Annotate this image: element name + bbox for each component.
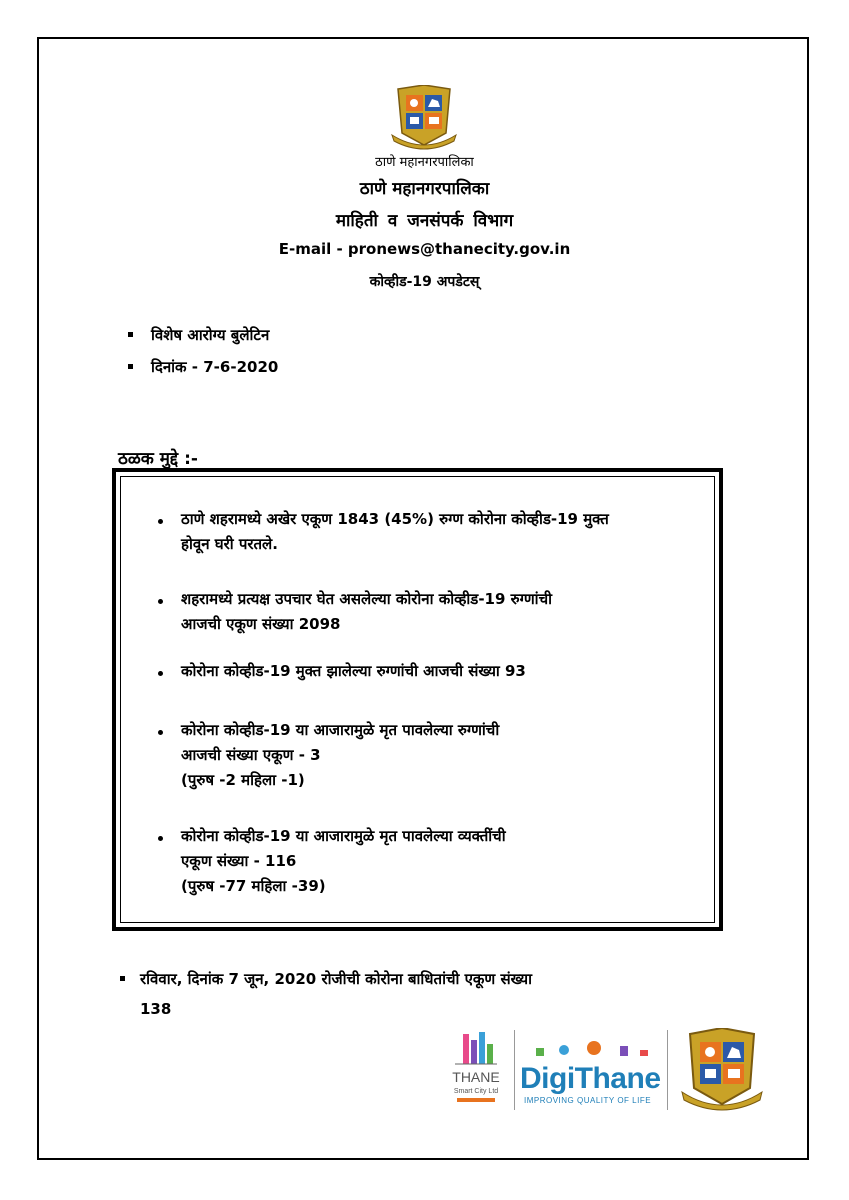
highlights-heading: ठळक मुद्दे :-	[118, 449, 198, 469]
emblem-caption: ठाणे महानगरपालिका	[375, 155, 474, 170]
logo-divider	[667, 1030, 668, 1110]
highlight-item: कोरोना कोव्हीड-19 या आजारामुळे मृत पावलेल्या व्यक्तींची एकूण संख्या - 116 (पुरुष -77 महिला -39)	[181, 827, 506, 895]
digithane-name: DigiThane	[520, 1062, 661, 1095]
square-bullet-icon	[120, 976, 125, 981]
footer-total-line: रविवार, दिनांक 7 जून, 2020 रोजीची कोरोना बाधितांची एकूण संख्या	[140, 970, 532, 988]
square-bullet-icon	[128, 364, 133, 369]
highlight-item: कोरोना कोव्हीड-19 या आजारामुळे मृत पावलेल्या रुग्णांची आजची संख्या एकूण - 3 (पुरुष -2 महिला -1)	[181, 721, 500, 789]
digithane-icons-strip-icon	[530, 1040, 660, 1060]
svg-text:Smart City Ltd: Smart City Ltd	[453, 1088, 499, 1095]
bulletin-date: दिनांक - 7-6-2020	[151, 358, 279, 376]
date-row	[128, 357, 278, 377]
bullet-dot-icon	[158, 671, 163, 676]
logo-divider	[514, 1030, 515, 1110]
digithane-logo	[520, 1040, 662, 1106]
thane-municipal-emblem-icon	[678, 1028, 766, 1114]
bullet-dot-icon	[158, 730, 163, 735]
square-bullet-icon	[128, 332, 133, 337]
svg-text:THANE: THANE	[452, 1069, 500, 1085]
updates-title: कोव्हीड-19 अपडेटस्	[369, 274, 480, 290]
highlight-item: शहरामध्ये प्रत्यक्ष उपचार घेत असलेल्या कोरोना कोव्हीड-19 रुग्णांची आजची एकूण संख्या 2098	[181, 590, 552, 633]
bullet-dot-icon	[158, 599, 163, 604]
organization-name: ठाणे महानगरपालिका	[359, 179, 490, 199]
footer-total-value: 138	[140, 1000, 172, 1018]
highlights-box	[112, 468, 723, 931]
bulletin-title: विशेष आरोग्य बुलेटिन	[151, 326, 270, 344]
email-line: E-mail - pronews@thanecity.gov.in	[278, 240, 571, 258]
bullet-dot-icon	[158, 519, 163, 524]
bulletin-title-row	[128, 325, 269, 345]
highlight-item: ठाणे शहरामध्ये अखेर एकूण 1843 (45%) रुग्ण कोरोना कोव्हीड-19 मुक्त होवून घरी परतले.	[181, 510, 609, 553]
thane-smart-city-logo-icon	[445, 1030, 507, 1110]
thane-municipal-emblem-icon	[388, 85, 460, 151]
digithane-tagline: IMPROVING QUALITY OF LIFE	[524, 1096, 652, 1105]
highlight-item: कोरोना कोव्हीड-19 मुक्त झालेल्या रुग्णांची आजची संख्या 93	[181, 662, 526, 680]
bullet-dot-icon	[158, 836, 163, 841]
department-name: माहिती व जनसंपर्क विभाग	[335, 211, 514, 231]
